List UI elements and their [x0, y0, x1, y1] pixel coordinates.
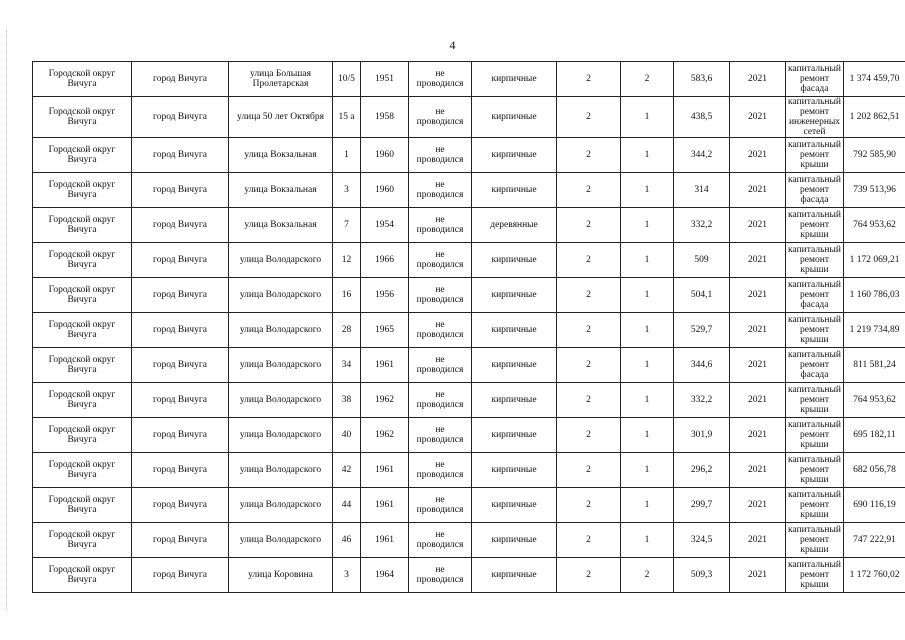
cell-work-type: капитальный ремонт крыши: [786, 558, 844, 593]
cell-cost: 739 513,96: [844, 173, 905, 208]
cell-area: 324,5: [674, 523, 730, 558]
table-row: [33, 278, 905, 313]
table-row: [33, 138, 905, 173]
table-row: [33, 97, 905, 138]
cell-cost: 1 202 862,51: [844, 97, 905, 138]
cell-build-year: 1951: [361, 62, 409, 97]
cell-entrances: 1: [621, 523, 674, 558]
cell-street: улица Коровина: [229, 558, 333, 593]
cell-settlement: город Вичуга: [132, 348, 229, 383]
table-row: [33, 208, 905, 243]
cell-wall-material: кирпичные: [472, 348, 557, 383]
cell-entrances: 1: [621, 453, 674, 488]
cell-entrances: 1: [621, 243, 674, 278]
cell-area: 344,6: [674, 348, 730, 383]
cell-area: 504,1: [674, 278, 730, 313]
cell-floors: 2: [557, 243, 621, 278]
cell-settlement: город Вичуга: [132, 453, 229, 488]
cell-last-repair: не проводился: [409, 383, 472, 418]
cell-build-year: 1956: [361, 278, 409, 313]
cell-street: улица Володарского: [229, 348, 333, 383]
cell-cost: 695 182,11: [844, 418, 905, 453]
cell-build-year: 1958: [361, 97, 409, 138]
cell-house-number: 34: [333, 348, 361, 383]
cell-work-type: капитальный ремонт фасада: [786, 62, 844, 97]
cell-work-type: капитальный ремонт крыши: [786, 138, 844, 173]
cell-plan-year: 2021: [730, 488, 786, 523]
cell-municipality: Городской округ Вичуга: [33, 97, 132, 138]
cell-settlement: город Вичуга: [132, 62, 229, 97]
cell-settlement: город Вичуга: [132, 418, 229, 453]
cell-settlement: город Вичуга: [132, 173, 229, 208]
cell-wall-material: кирпичные: [472, 488, 557, 523]
cell-settlement: город Вичуга: [132, 523, 229, 558]
cell-municipality: Городской округ Вичуга: [33, 488, 132, 523]
cell-cost: 1 219 734,89: [844, 313, 905, 348]
cell-settlement: город Вичуга: [132, 138, 229, 173]
cell-build-year: 1961: [361, 488, 409, 523]
cell-area: 332,2: [674, 383, 730, 418]
cell-cost: 1 374 459,70: [844, 62, 905, 97]
cell-settlement: город Вичуга: [132, 208, 229, 243]
cell-work-type: капитальный ремонт крыши: [786, 418, 844, 453]
cell-cost: 1 172 760,02: [844, 558, 905, 593]
cell-house-number: 44: [333, 488, 361, 523]
cell-house-number: 15 а: [333, 97, 361, 138]
cell-cost: 792 585,90: [844, 138, 905, 173]
cell-last-repair: не проводился: [409, 208, 472, 243]
cell-wall-material: кирпичные: [472, 453, 557, 488]
cell-plan-year: 2021: [730, 138, 786, 173]
cell-last-repair: не проводился: [409, 278, 472, 313]
cell-floors: 2: [557, 453, 621, 488]
cell-entrances: 1: [621, 138, 674, 173]
cell-settlement: город Вичуга: [132, 313, 229, 348]
cell-build-year: 1961: [361, 523, 409, 558]
cell-last-repair: не проводился: [409, 243, 472, 278]
cell-cost: 764 953,62: [844, 208, 905, 243]
cell-municipality: Городской округ Вичуга: [33, 138, 132, 173]
table-row: [33, 313, 905, 348]
cell-cost: 764 953,62: [844, 383, 905, 418]
cell-settlement: город Вичуга: [132, 97, 229, 138]
cell-work-type: капитальный ремонт крыши: [786, 313, 844, 348]
cell-last-repair: не проводился: [409, 173, 472, 208]
cell-work-type: капитальный ремонт фасада: [786, 278, 844, 313]
table-row: [33, 62, 905, 97]
cell-entrances: 1: [621, 173, 674, 208]
cell-wall-material: кирпичные: [472, 97, 557, 138]
cell-last-repair: не проводился: [409, 348, 472, 383]
cell-area: 301,9: [674, 418, 730, 453]
cell-entrances: 2: [621, 62, 674, 97]
cell-wall-material: кирпичные: [472, 558, 557, 593]
table-row: [33, 488, 905, 523]
cell-house-number: 12: [333, 243, 361, 278]
cell-plan-year: 2021: [730, 418, 786, 453]
cell-plan-year: 2021: [730, 62, 786, 97]
table-row: [33, 348, 905, 383]
cell-floors: 2: [557, 348, 621, 383]
cell-house-number: 16: [333, 278, 361, 313]
cell-wall-material: кирпичные: [472, 62, 557, 97]
cell-area: 314: [674, 173, 730, 208]
cell-area: 296,2: [674, 453, 730, 488]
cell-settlement: город Вичуга: [132, 383, 229, 418]
cell-floors: 2: [557, 97, 621, 138]
cell-build-year: 1961: [361, 348, 409, 383]
cell-street: улица Володарского: [229, 523, 333, 558]
cell-cost: 682 056,78: [844, 453, 905, 488]
table-row: [33, 243, 905, 278]
cell-last-repair: не проводился: [409, 313, 472, 348]
cell-cost: 747 222,91: [844, 523, 905, 558]
cell-area: 509,3: [674, 558, 730, 593]
cell-street: улица Вокзальная: [229, 138, 333, 173]
cell-entrances: 1: [621, 208, 674, 243]
cell-municipality: Городской округ Вичуга: [33, 523, 132, 558]
table-row: [33, 558, 905, 593]
cell-municipality: Городской округ Вичуга: [33, 348, 132, 383]
cell-wall-material: кирпичные: [472, 313, 557, 348]
scan-edge-marks: [6, 30, 9, 610]
cell-work-type: капитальный ремонт крыши: [786, 523, 844, 558]
cell-build-year: 1954: [361, 208, 409, 243]
cell-settlement: город Вичуга: [132, 278, 229, 313]
cell-street: улица Володарского: [229, 278, 333, 313]
cell-floors: 2: [557, 418, 621, 453]
cell-street: улица Володарского: [229, 243, 333, 278]
cell-floors: 2: [557, 278, 621, 313]
cell-settlement: город Вичуга: [132, 488, 229, 523]
cell-plan-year: 2021: [730, 173, 786, 208]
cell-area: 299,7: [674, 488, 730, 523]
cell-work-type: капитальный ремонт крыши: [786, 208, 844, 243]
cell-municipality: Городской округ Вичуга: [33, 418, 132, 453]
cell-floors: 2: [557, 62, 621, 97]
cell-cost: 811 581,24: [844, 348, 905, 383]
cell-cost: 1 160 786,03: [844, 278, 905, 313]
cell-street: улица Володарского: [229, 488, 333, 523]
cell-house-number: 3: [333, 173, 361, 208]
cell-last-repair: не проводился: [409, 453, 472, 488]
cell-municipality: Городской округ Вичуга: [33, 208, 132, 243]
cell-cost: 690 116,19: [844, 488, 905, 523]
cell-area: 529,7: [674, 313, 730, 348]
cell-entrances: 1: [621, 348, 674, 383]
cell-house-number: 1: [333, 138, 361, 173]
cell-entrances: 1: [621, 418, 674, 453]
cell-build-year: 1965: [361, 313, 409, 348]
cell-last-repair: не проводился: [409, 488, 472, 523]
cell-municipality: Городской округ Вичуга: [33, 173, 132, 208]
cell-house-number: 3: [333, 558, 361, 593]
cell-plan-year: 2021: [730, 558, 786, 593]
cell-work-type: капитальный ремонт фасада: [786, 348, 844, 383]
cell-last-repair: не проводился: [409, 138, 472, 173]
cell-entrances: 1: [621, 278, 674, 313]
cell-municipality: Городской округ Вичуга: [33, 62, 132, 97]
cell-street: улица Володарского: [229, 383, 333, 418]
cell-area: 344,2: [674, 138, 730, 173]
cell-plan-year: 2021: [730, 453, 786, 488]
cell-floors: 2: [557, 523, 621, 558]
cell-entrances: 1: [621, 488, 674, 523]
cell-street: улица Большая Пролетарская: [229, 62, 333, 97]
cell-floors: 2: [557, 313, 621, 348]
cell-plan-year: 2021: [730, 243, 786, 278]
cell-work-type: капитальный ремонт инженерных сетей: [786, 97, 844, 138]
cell-house-number: 40: [333, 418, 361, 453]
cell-build-year: 1961: [361, 453, 409, 488]
cell-entrances: 1: [621, 97, 674, 138]
cell-work-type: капитальный ремонт фасада: [786, 173, 844, 208]
cell-plan-year: 2021: [730, 278, 786, 313]
cell-floors: 2: [557, 558, 621, 593]
table-row: [33, 523, 905, 558]
cell-entrances: 2: [621, 558, 674, 593]
cell-area: 583,6: [674, 62, 730, 97]
cell-area: 438,5: [674, 97, 730, 138]
cell-street: улица 50 лет Октября: [229, 97, 333, 138]
cell-floors: 2: [557, 173, 621, 208]
cell-wall-material: кирпичные: [472, 138, 557, 173]
cell-work-type: капитальный ремонт крыши: [786, 383, 844, 418]
cell-street: улица Вокзальная: [229, 208, 333, 243]
cell-wall-material: деревянные: [472, 208, 557, 243]
cell-settlement: город Вичуга: [132, 243, 229, 278]
cell-floors: 2: [557, 208, 621, 243]
cell-build-year: 1962: [361, 418, 409, 453]
cell-floors: 2: [557, 488, 621, 523]
cell-plan-year: 2021: [730, 383, 786, 418]
cell-build-year: 1962: [361, 383, 409, 418]
cell-floors: 2: [557, 383, 621, 418]
cell-wall-material: кирпичные: [472, 383, 557, 418]
cell-municipality: Городской округ Вичуга: [33, 313, 132, 348]
cell-street: улица Володарского: [229, 418, 333, 453]
cell-plan-year: 2021: [730, 208, 786, 243]
cell-build-year: 1960: [361, 173, 409, 208]
cell-work-type: капитальный ремонт крыши: [786, 243, 844, 278]
page-number: 4: [449, 38, 456, 52]
cell-area: 332,2: [674, 208, 730, 243]
cell-area: 509: [674, 243, 730, 278]
cell-plan-year: 2021: [730, 348, 786, 383]
cell-street: улица Вокзальная: [229, 173, 333, 208]
cell-wall-material: кирпичные: [472, 173, 557, 208]
cell-house-number: 28: [333, 313, 361, 348]
cell-floors: 2: [557, 138, 621, 173]
cell-plan-year: 2021: [730, 313, 786, 348]
cell-municipality: Городской округ Вичуга: [33, 453, 132, 488]
repair-registry-table: [32, 61, 905, 593]
cell-work-type: капитальный ремонт крыши: [786, 488, 844, 523]
table-row: [33, 418, 905, 453]
registry-body: [33, 62, 905, 593]
cell-street: улица Володарского: [229, 453, 333, 488]
cell-wall-material: кирпичные: [472, 243, 557, 278]
cell-municipality: Городской округ Вичуга: [33, 278, 132, 313]
cell-municipality: Городской округ Вичуга: [33, 558, 132, 593]
cell-wall-material: кирпичные: [472, 278, 557, 313]
cell-house-number: 46: [333, 523, 361, 558]
table-row: [33, 383, 905, 418]
cell-house-number: 42: [333, 453, 361, 488]
cell-work-type: капитальный ремонт крыши: [786, 453, 844, 488]
cell-last-repair: не проводился: [409, 523, 472, 558]
cell-plan-year: 2021: [730, 97, 786, 138]
cell-municipality: Городской округ Вичуга: [33, 243, 132, 278]
cell-street: улица Володарского: [229, 313, 333, 348]
cell-cost: 1 172 069,21: [844, 243, 905, 278]
cell-municipality: Городской округ Вичуга: [33, 383, 132, 418]
cell-entrances: 1: [621, 383, 674, 418]
cell-house-number: 10/5: [333, 62, 361, 97]
cell-build-year: 1964: [361, 558, 409, 593]
cell-last-repair: не проводился: [409, 62, 472, 97]
table-row: [33, 453, 905, 488]
cell-house-number: 7: [333, 208, 361, 243]
table-row: [33, 173, 905, 208]
cell-last-repair: не проводился: [409, 418, 472, 453]
cell-build-year: 1966: [361, 243, 409, 278]
cell-plan-year: 2021: [730, 523, 786, 558]
cell-last-repair: не проводился: [409, 558, 472, 593]
cell-wall-material: кирпичные: [472, 523, 557, 558]
cell-entrances: 1: [621, 313, 674, 348]
cell-last-repair: не проводился: [409, 97, 472, 138]
cell-build-year: 1960: [361, 138, 409, 173]
cell-wall-material: кирпичные: [472, 418, 557, 453]
cell-settlement: город Вичуга: [132, 558, 229, 593]
cell-house-number: 38: [333, 383, 361, 418]
